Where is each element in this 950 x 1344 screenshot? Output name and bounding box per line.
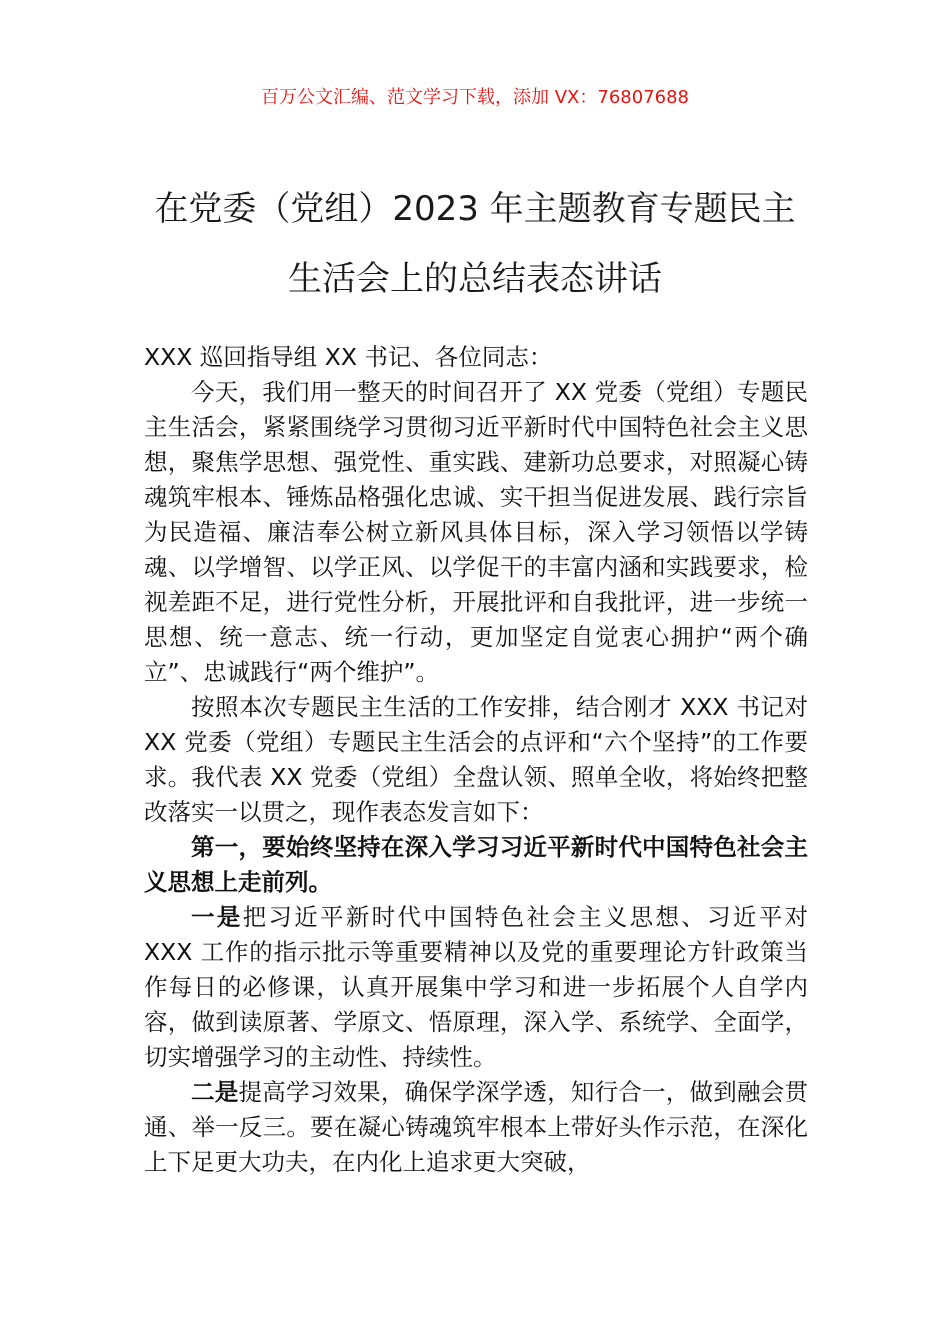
list-item-1-text: 把习近平新时代中国特色社会主义思想、习近平对 XXX 工作的指示批示等重要精神以及党的重要理论方针政策当作每日的必修课，认真开展集中学习和进一步拓展个人自学内容，做到读原著、学原文、悟原理，深入学、系统学、全面学，切实增强学习的主动性、持续性。 (144, 903, 808, 1071)
paragraph-opening: 今天，我们用一整天的时间召开了 XX 党委（党组）专题民主生活会，紧紧围绕学习贯彻习近平新时代中国特色社会主义思想，聚焦学思想、强党性、重实践、建新功总要求，对照凝心铸魂筑牢根本、锤炼品格强化忠诚、实干担当促进发展、践行宗旨为民造福、廉洁奉公树立新风具体目标，深入学习领悟以学铸魂、以学增智、以学正风、以学促干的丰富内涵和实践要求，检视差距不足，进行党性分析，开展批评和自我批评，进一步统一思想、统一意志、统一行动，更加坚定自觉衷心拥护“两个确立”、忠诚践行“两个维护”。 (144, 378, 808, 686)
watermark-header: 百万公文汇编、范文学习下载，添加 VX：76807688 (261, 87, 689, 108)
title-line-1: 在党委（党组）2023 年主题教育专题民主 (154, 189, 796, 229)
document-body (144, 340, 808, 1180)
list-item-2-lead: 二是 (191, 1078, 239, 1106)
paragraph-arrangement: 按照本次专题民主生活的工作安排，结合刚才 XXX 书记对 XX 党委（党组）专题民主生活会的点评和“六个坚持”的工作要求。我代表 XX 党委（党组）全盘认领、照单全收，将始终把整改落实一以贯之，现作表态发言如下： (144, 693, 808, 826)
salutation: XXX 巡回指导组 XX 书记、各位同志： (144, 343, 553, 371)
list-item-1 (144, 900, 808, 1075)
document-title (100, 174, 850, 314)
list-item-2 (144, 1075, 808, 1180)
section-heading-1: 第一，要始终坚持在深入学习习近平新时代中国特色社会主义思想上走前列。 (144, 833, 808, 896)
list-item-2-text: 提高学习效果，确保学深学透，知行合一，做到融会贯通、举一反三。要在凝心铸魂筑牢根本上带好头作示范，在深化上下足更大功夫，在内化上追求更大突破， (144, 1078, 809, 1176)
list-item-1-lead: 一是 (191, 903, 243, 931)
title-line-2: 生活会上的总结表态讲话 (288, 259, 662, 299)
